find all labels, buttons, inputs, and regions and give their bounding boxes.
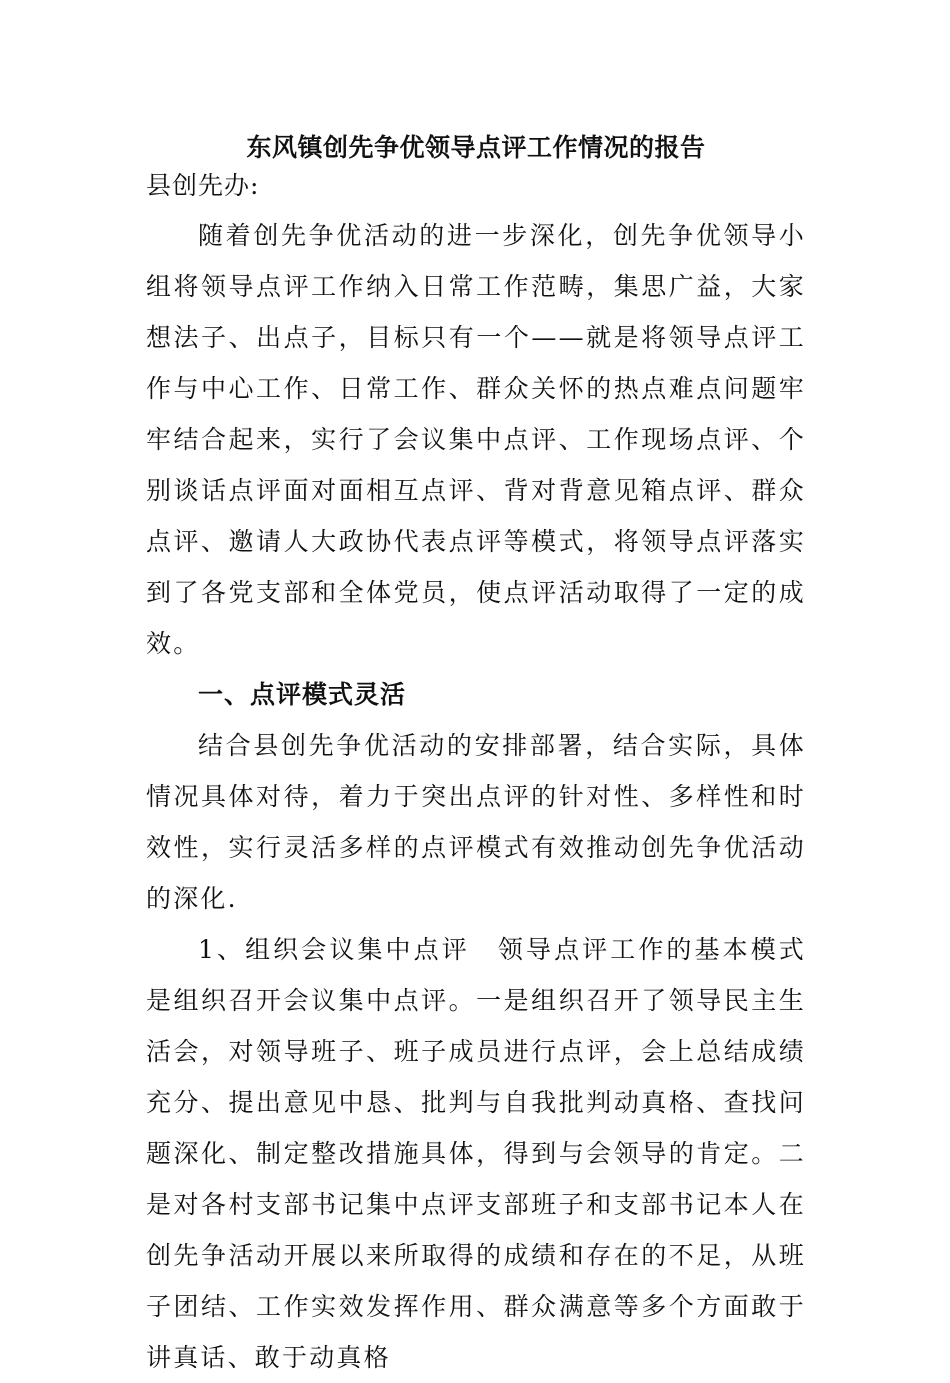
intro-paragraph: 随着创先争优活动的进一步深化，创先争优领导小组将领导点评工作纳入日常工作范畴，集思广益，大家想法子、出点子，目标只有一个——就是将领导点评工作与中心工作、日常工作、群众关怀的热点难点问题牢牢结合起来，实行了会议集中点评、工作现场点评、个别谈话点评面对面相互点评、背对背意见箱点评、群众点评、邀请人大政协代表点评等模式，将领导点评落实到了各党支部和全体党员，使点评活动取得了一定的成效。 (146, 221, 806, 658)
section-paragraph: 结合县创先争优活动的安排部署，结合实际，具体情况具体对待，着力于突出点评的针对性、多样性和时效性，实行灵活多样的点评模式有效推动创先争优活动的深化. (146, 731, 806, 913)
salutation: 县创先办: (146, 171, 260, 200)
section-heading: 一、点评模式灵活 (198, 680, 407, 709)
section-paragraph: 1、组织会议集中点评 领导点评工作的基本模式是组织召开会议集中点评。一是组织召开了领导民主生活会，对领导班子、班子成员进行点评，会上总结成绩充分、提出意见中恳、批判与自我批判动真格、查找问题深化、制定整改措施具体，得到与会领导的肯定。二是对各村支部书记集中点评支部班子和支部书记本人在创先争活动开展以来所取得的成绩和存在的不足，从班子团结、工作实效发挥作用、群众满意等多个方面敢于讲真话、敢于动真格 (146, 935, 806, 1372)
document-body (146, 128, 806, 1383)
document-title: 东风镇创先争优领导点评工作情况的报告 (246, 133, 706, 162)
